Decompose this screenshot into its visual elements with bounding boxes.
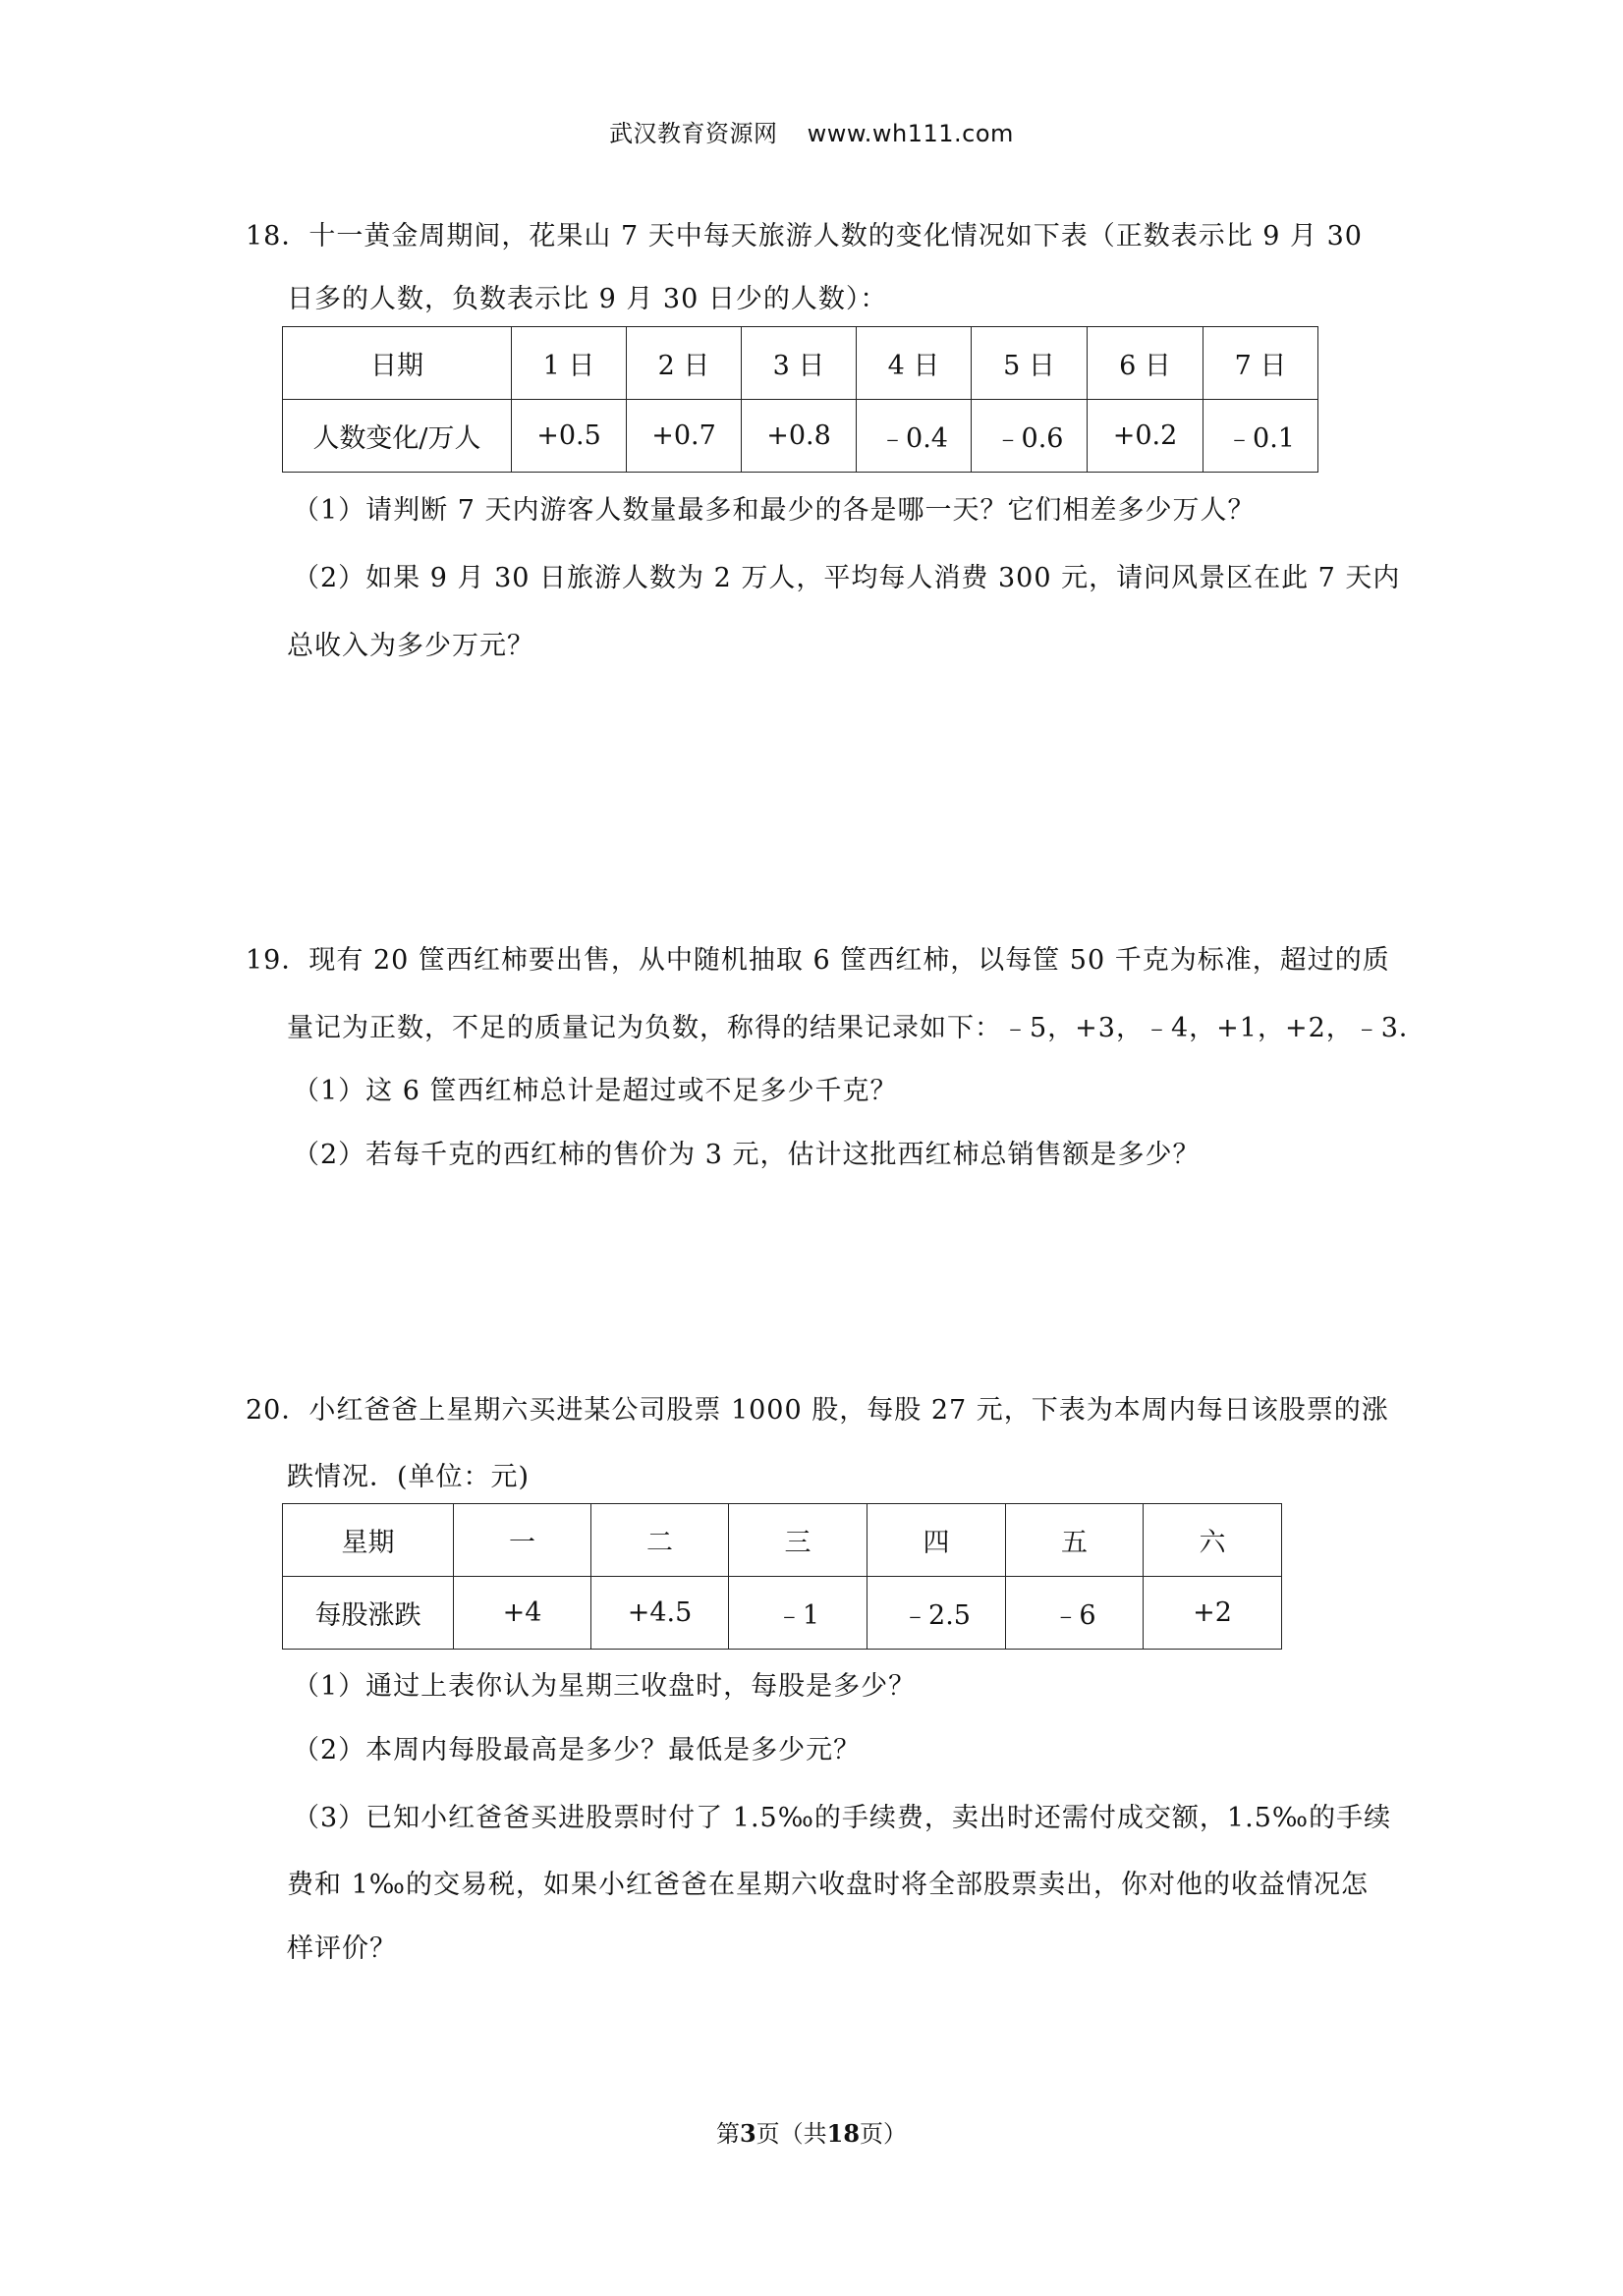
q18-sub2-line2: 总收入为多少万元？ xyxy=(287,631,534,661)
q20-table-data-row xyxy=(283,1577,1282,1650)
q20-data-cell: +4 xyxy=(454,1577,591,1650)
page-header xyxy=(0,114,1623,148)
q18-header-cell: 7 日 xyxy=(1203,327,1318,400)
q18-header-cell: 1 日 xyxy=(512,327,627,400)
q20-header-cell: 二 xyxy=(591,1504,729,1577)
q18-header-cell: 5 日 xyxy=(972,327,1088,400)
footer-post: 页） xyxy=(860,2120,908,2148)
q19-stem-line1: 19．现有 20 筐西红柿要出售，从中随机抽取 6 筐西红柿，以每筐 50 千克为标准，超过的质 xyxy=(246,945,1390,976)
q20-header-cell: 星期 xyxy=(283,1504,454,1577)
q18-header-cell: 4 日 xyxy=(857,327,972,400)
q20-header-cell: 一 xyxy=(454,1504,591,1577)
page-footer xyxy=(0,2114,1623,2149)
q20-sub2: （2）本周内每股最高是多少？最低是多少元？ xyxy=(293,1735,862,1765)
q20-sub3-line3: 样评价？ xyxy=(287,1933,397,1964)
q20-stem-line2: 跌情况．(单位：元) xyxy=(287,1462,531,1492)
q18-table-header-row xyxy=(283,327,1318,400)
header-url: www.wh111.com xyxy=(807,120,1014,147)
q19-sub2: （2）若每千克的西红柿的售价为 3 元，估计这批西红柿总销售额是多少？ xyxy=(293,1140,1201,1170)
q20-header-cell: 六 xyxy=(1144,1504,1282,1577)
q20-data-cell: 每股涨跌 xyxy=(283,1577,454,1650)
footer-mid: 页（共 xyxy=(756,2120,827,2148)
q20-sub3-line1: （3）已知小红爸爸买进股票时付了 1.5‰的手续费，卖出时还需付成交额，1.5‰的手续 xyxy=(293,1803,1392,1833)
q20-table-header-row xyxy=(283,1504,1282,1577)
footer-total-pages: 18 xyxy=(826,2119,861,2148)
q20-header-cell: 四 xyxy=(867,1504,1006,1577)
q18-header-cell: 2 日 xyxy=(627,327,742,400)
q20-sub3-line2: 费和 1‰的交易税，如果小红爸爸在星期六收盘时将全部股票卖出，你对他的收益情况怎 xyxy=(287,1870,1369,1900)
q19-sub1: （1）这 6 筐西红柿总计是超过或不足多少千克？ xyxy=(293,1076,898,1106)
q18-data-cell: ﹣0.4 xyxy=(857,400,972,473)
q18-table xyxy=(282,326,1318,473)
footer-page-number: 3 xyxy=(739,2119,756,2148)
footer-pre: 第 xyxy=(715,2120,740,2148)
q20-data-cell: ﹣1 xyxy=(729,1577,867,1650)
q20-sub1: （1）通过上表你认为星期三收盘时，每股是多少？ xyxy=(293,1671,917,1702)
q20-data-cell: ﹣6 xyxy=(1006,1577,1144,1650)
q18-header-cell: 日期 xyxy=(283,327,512,400)
q18-data-cell: ﹣0.6 xyxy=(972,400,1088,473)
q18-table-data-row xyxy=(283,400,1318,473)
q20-data-cell: +2 xyxy=(1144,1577,1282,1650)
q20-header-cell: 五 xyxy=(1006,1504,1144,1577)
q18-data-cell: ﹣0.1 xyxy=(1203,400,1318,473)
q19-stem-line2: 量记为正数，不足的质量记为负数，称得的结果记录如下：﹣5，+3，﹣4，+1，+2，﹣3． xyxy=(287,1013,1427,1043)
q20-data-cell: +4.5 xyxy=(591,1577,729,1650)
q18-stem-line2: 日多的人数，负数表示比 9 月 30 日少的人数）： xyxy=(287,284,888,314)
q18-data-cell: +0.5 xyxy=(512,400,627,473)
q20-data-cell: ﹣2.5 xyxy=(867,1577,1006,1650)
q18-header-cell: 3 日 xyxy=(742,327,857,400)
q18-sub2-line1: （2）如果 9 月 30 日旅游人数为 2 万人，平均每人消费 300 元，请问风景区在此 7 天内 xyxy=(293,563,1401,593)
q18-data-cell: +0.7 xyxy=(627,400,742,473)
q18-data-cell: +0.2 xyxy=(1088,400,1203,473)
q20-header-cell: 三 xyxy=(729,1504,867,1577)
q20-table xyxy=(282,1503,1282,1650)
q18-data-cell: 人数变化/万人 xyxy=(283,400,512,473)
q20-stem-line1: 20．小红爸爸上星期六买进某公司股票 1000 股，每股 27 元，下表为本周内每日该股票的涨 xyxy=(246,1395,1389,1426)
q18-sub1: （1）请判断 7 天内游客人数量最多和最少的各是哪一天？它们相差多少万人？ xyxy=(293,495,1256,526)
q18-stem-line1: 18．十一黄金周期间，花果山 7 天中每天旅游人数的变化情况如下表（正数表示比 9 月 30 xyxy=(246,221,1363,252)
q18-header-cell: 6 日 xyxy=(1088,327,1203,400)
header-site: 武汉教育资源网 xyxy=(609,120,778,147)
q18-data-cell: +0.8 xyxy=(742,400,857,473)
